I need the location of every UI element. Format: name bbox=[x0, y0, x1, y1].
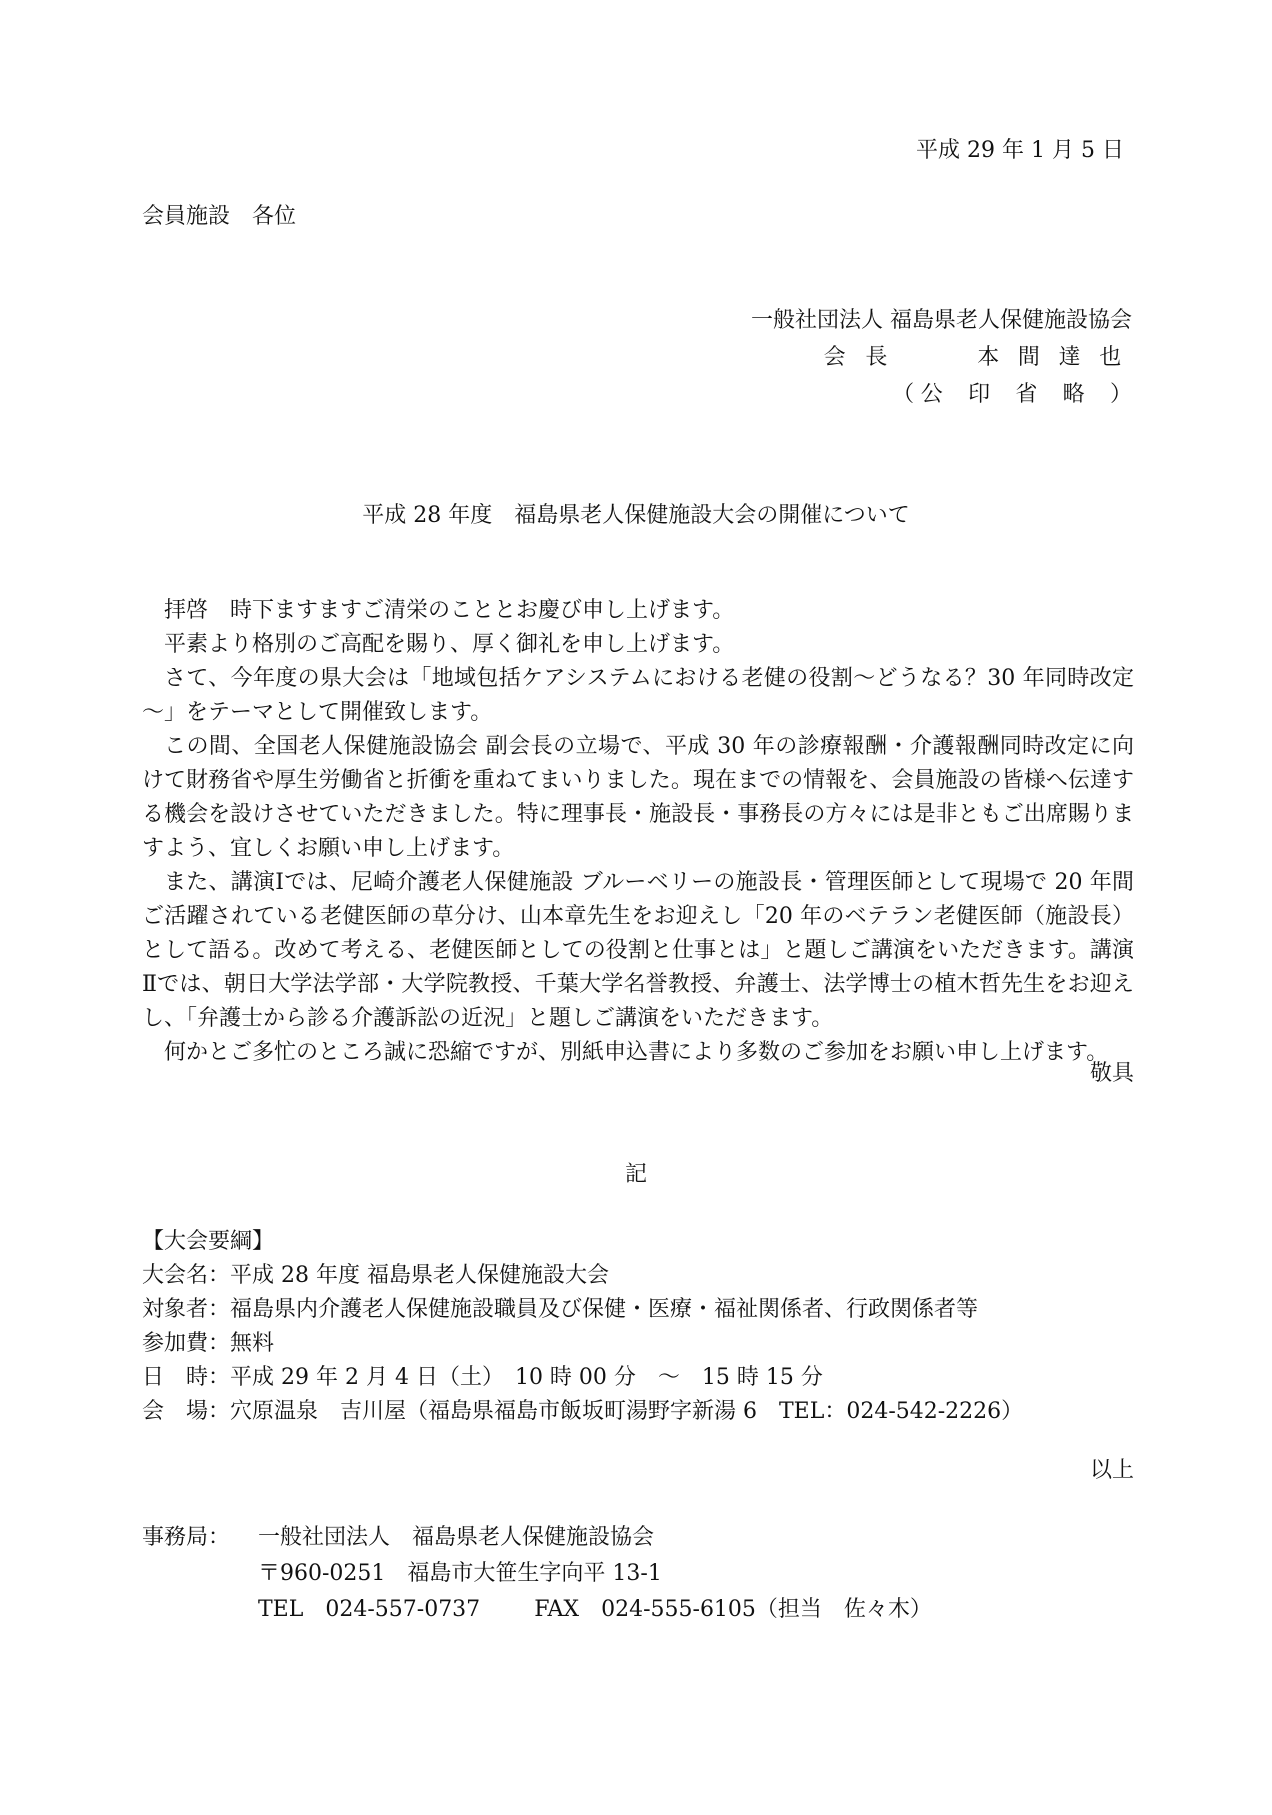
document-date: 平成 29 年 1 月 5 日 bbox=[916, 138, 1124, 163]
outline-target: 対象者：福島県内介護老人保健施設職員及び保健・医療・福祉関係者、行政関係者等 bbox=[142, 1297, 979, 1322]
body-paragraph: 何かとご多忙のところ誠に恐縮ですが、別紙申込書により多数のご参加をお願い申し上げます。 bbox=[164, 1040, 1109, 1065]
body-paragraph: さて、今年度の県大会は「地域包括ケアシステムにおける老健の役割～どうなる？30 年同時改定～」をテーマとして開催致します。 bbox=[142, 666, 1134, 725]
outline-fee: 参加費：無料 bbox=[142, 1331, 275, 1356]
sender-role: 会長 bbox=[823, 345, 908, 370]
outline-event-name: 大会名：平成 28 年度 福島県老人保健施設大会 bbox=[142, 1263, 609, 1288]
secretariat-label: 事務局： bbox=[142, 1525, 231, 1550]
letter-body bbox=[142, 594, 1134, 1070]
end-mark: 以上 bbox=[1089, 1458, 1134, 1483]
body-paragraph: 平素より格別のご高配を賜り、厚く御礼を申し上げます。 bbox=[164, 632, 735, 657]
secretariat-tel: TEL 024-557-0737 bbox=[258, 1597, 481, 1622]
secretariat-org: 一般社団法人 福島県老人保健施設協会 bbox=[258, 1525, 655, 1550]
body-paragraph: また、講演Ⅰでは、尼崎介護老人保健施設 ブルーベリーの施設長・管理医師として現場で 20 年間ご活躍されている老健医師の草分け、山本章先生をお迎えし「20 年のベテラン老健医師（施設長）として語る。改めて考える、老健医師としての役割と仕事とは」と題しご講演をいただきます。講演Ⅱでは、朝日大学法学部・大学院教授、千葉大学名誉教授、弁護士、法学博士の植木哲先生をお迎えし、「弁護士から診る介護訴訟の近況」と題しご講演をいただきます。 bbox=[142, 870, 1134, 1031]
seal-text: 公印省略 bbox=[920, 382, 1110, 407]
ki-heading: 記 bbox=[624, 1162, 647, 1187]
closing-keigu: 敬具 bbox=[1089, 1061, 1134, 1086]
sender-chair bbox=[824, 347, 1140, 369]
secretariat-block bbox=[142, 1520, 932, 1628]
body-paragraph: この間、全国老人保健施設協会 副会長の立場で、平成 30 年の診療報酬・介護報酬同時改定に向けて財務省や厚生労働省と折衝を重ねてまいりました。現在までの情報を、会員施設の皆様へ伝達する機会を設けさせていただきました。特に理事長・施設長・事務長の方々には是非ともご出席賜りますよう、宜しくお願い申し上げます。 bbox=[142, 734, 1134, 861]
outline-datetime: 日 時：平成 29 年 2 月 4 日（土） 10 時 00 分 ～ 15 時 15 分 bbox=[142, 1365, 823, 1390]
sender-organization: 一般社団法人 福島県老人保健施設協会 bbox=[751, 308, 1132, 333]
seal-note bbox=[892, 384, 1132, 406]
secretariat-address: 〒960-0251 福島市大笹生字向平 13-1 bbox=[258, 1561, 662, 1586]
outline-heading: 【大会要綱】 bbox=[142, 1229, 275, 1254]
outline-venue: 会 場：穴原温泉 吉川屋（福島県福島市飯坂町湯野字新湯 6 TEL：024-542-2226） bbox=[142, 1399, 1024, 1424]
sender-name: 本間達也 bbox=[977, 345, 1140, 370]
event-outline bbox=[142, 1225, 1023, 1429]
seal-open: （ bbox=[892, 382, 921, 407]
secretariat-fax: FAX 024-555-6105（担当 佐々木） bbox=[534, 1597, 932, 1622]
seal-close: ） bbox=[1109, 382, 1132, 407]
recipient: 会員施設 各位 bbox=[142, 204, 297, 229]
body-paragraph: 拝啓 時下ますますご清栄のこととお慶び申し上げます。 bbox=[164, 598, 735, 623]
document-title: 平成 28 年度 福島県老人保健施設大会の開催について bbox=[362, 503, 910, 528]
